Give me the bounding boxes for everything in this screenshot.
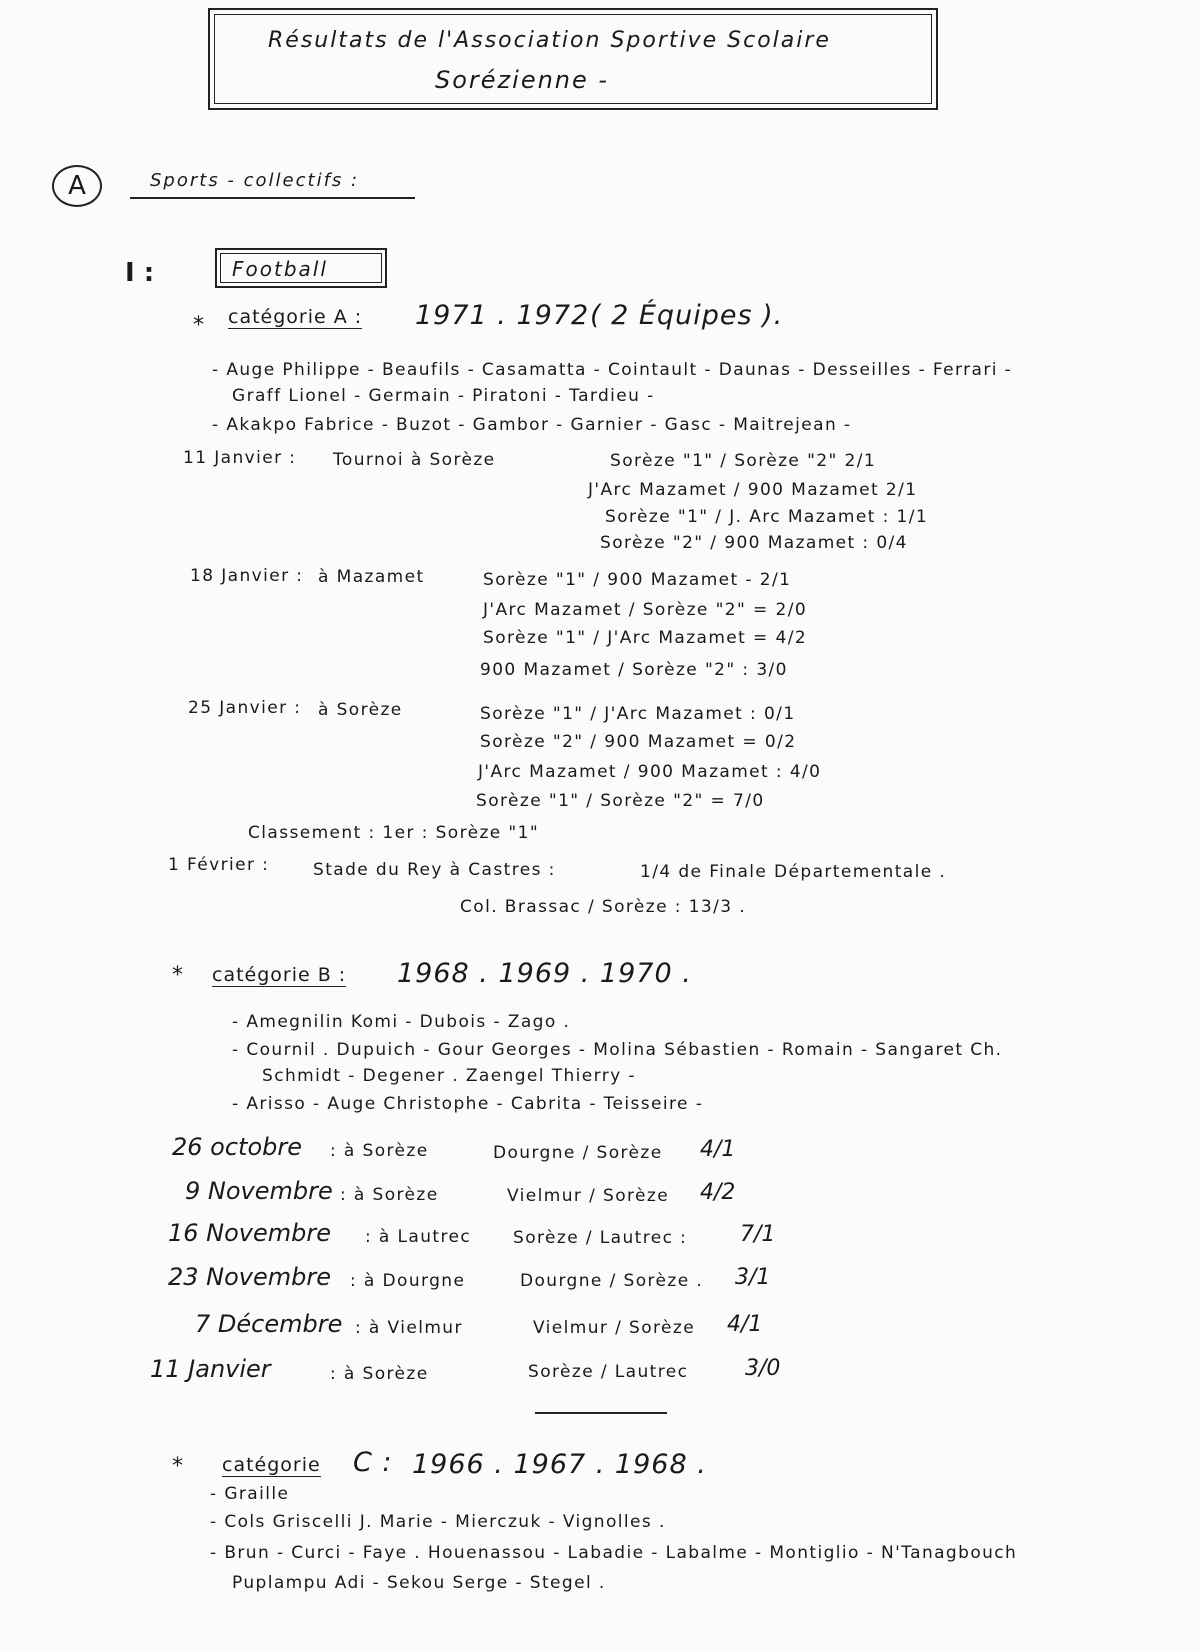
match-result: Sorèze / Lautrec (528, 1362, 689, 1382)
separator-line (535, 1412, 667, 1414)
document-subtitle: Sorézienne - (435, 66, 610, 94)
match-place: : à Sorèze (330, 1141, 429, 1161)
match-place: : à Sorèze (340, 1185, 439, 1205)
match-result: J'Arc Mazamet / Sorèze "2" = 2/0 (483, 600, 808, 620)
match-place: : à Dourgne (350, 1271, 466, 1291)
match-place: : à Vielmur (355, 1318, 463, 1338)
match-result: Vielmur / Sorèze (533, 1318, 696, 1338)
match-date: 26 octobre (172, 1133, 303, 1161)
match-date: 23 Novembre (168, 1263, 332, 1291)
final-round: 1/4 de Finale Départementale . (640, 862, 947, 882)
match-score: 3/1 (735, 1265, 771, 1290)
category-a-bullet: * (193, 313, 204, 338)
document-title: Résultats de l'Association Sportive Scolaire (268, 28, 831, 53)
category-a-players-line: - Auge Philippe - Beaufils - Casamatta - Cointault - Daunas - Desseilles - Ferrari - (212, 360, 1013, 380)
match-date: 7 Décembre (195, 1310, 343, 1338)
category-a-label: catégorie A : (228, 306, 363, 328)
category-c-players-line: - Brun - Curci - Faye . Houenassou - Labadie - Labalme - Montiglio - N'Tanagbouch (210, 1543, 1018, 1563)
section-title: Sports - collectifs : (150, 170, 360, 191)
matchday-place: à Mazamet (318, 567, 425, 587)
final-place: Stade du Rey à Castres : (313, 860, 556, 880)
match-score: 4/1 (727, 1312, 763, 1337)
match-result: J'Arc Mazamet / 900 Mazamet : 4/0 (478, 762, 822, 782)
category-a-teams: ( 2 Équipes ). (590, 300, 784, 331)
matchday-date: 11 Janvier : (183, 448, 297, 468)
matchday-date: 25 Janvier : (188, 698, 302, 718)
matchday-date: 18 Janvier : (190, 566, 304, 586)
match-result: Sorèze "1" / 900 Mazamet - 2/1 (483, 570, 792, 590)
match-date: 16 Novembre (168, 1219, 332, 1247)
match-score: 3/0 (745, 1356, 781, 1381)
category-a-players-line: Graff Lionel - Germain - Piratoni - Tardieu - (232, 386, 655, 406)
category-b-label: catégorie B : (212, 964, 347, 986)
category-c-players-line: Puplampu Adi - Sekou Serge - Stegel . (232, 1573, 606, 1593)
category-c-bullet: * (172, 1454, 183, 1479)
match-date: 9 Novembre (185, 1177, 333, 1205)
ranking: Classement : 1er : Sorèze "1" (248, 823, 540, 843)
final-date: 1 Février : (168, 855, 270, 875)
category-c-players-line: - Cols Griscelli J. Marie - Mierczuk - Vignolles . (210, 1512, 666, 1532)
match-date: 11 Janvier (150, 1355, 271, 1383)
match-score: 4/1 (700, 1137, 736, 1162)
category-b-players-line: - Amegnilin Komi - Dubois - Zago . (232, 1012, 571, 1032)
match-result: Sorèze "1" / J. Arc Mazamet : 1/1 (605, 507, 929, 527)
match-result: Dourgne / Sorèze (493, 1143, 663, 1163)
matchday-place: Tournoi à Sorèze (333, 450, 496, 470)
category-b-players-line: Schmidt - Degener . Zaengel Thierry - (262, 1066, 636, 1086)
category-c-years: 1966 . 1967 . 1968 . (412, 1449, 707, 1480)
match-result: 900 Mazamet / Sorèze "2" : 3/0 (480, 660, 788, 680)
sport-name: Football (232, 257, 328, 281)
match-place: : à Sorèze (330, 1364, 429, 1384)
match-score: 4/2 (700, 1180, 736, 1205)
category-b-years: 1968 . 1969 . 1970 . (397, 958, 692, 989)
sport-number: I : (125, 258, 155, 288)
category-b-bullet: * (172, 963, 183, 988)
match-result: Sorèze / Lautrec : (513, 1228, 688, 1248)
title-frame (208, 8, 938, 110)
category-a-players-line: - Akakpo Fabrice - Buzot - Gambor - Garnier - Gasc - Maitrejean - (212, 415, 852, 435)
match-result: Dourgne / Sorèze . (520, 1271, 704, 1291)
section-marker: A (52, 165, 102, 207)
match-result: Sorèze "1" / J'Arc Mazamet = 4/2 (483, 628, 808, 648)
match-result: Sorèze "1" / J'Arc Mazamet : 0/1 (480, 704, 796, 724)
match-result: Sorèze "2" / 900 Mazamet = 0/2 (480, 732, 797, 752)
category-b-players-line: - Cournil . Dupuich - Gour Georges - Molina Sébastien - Romain - Sangaret Ch. (232, 1040, 1003, 1060)
match-score: 7/1 (740, 1222, 776, 1247)
category-c-label: catégorie (222, 1454, 321, 1476)
section-underline (130, 197, 415, 199)
category-a-years: 1971 . 1972 (415, 300, 590, 331)
match-result: Sorèze "1" / Sorèze "2" 2/1 (610, 451, 877, 471)
match-result: Sorèze "1" / Sorèze "2" = 7/0 (476, 791, 765, 811)
match-place: : à Lautrec (365, 1227, 472, 1247)
matchday-place: à Sorèze (318, 700, 403, 720)
match-result: Sorèze "2" / 900 Mazamet : 0/4 (600, 533, 908, 553)
final-result: Col. Brassac / Sorèze : 13/3 . (460, 897, 747, 917)
category-c-letter: C : (353, 1447, 393, 1478)
match-result: J'Arc Mazamet / 900 Mazamet 2/1 (588, 480, 918, 500)
match-result: Vielmur / Sorèze (507, 1186, 670, 1206)
category-b-players-line: - Arisso - Auge Christophe - Cabrita - Teisseire - (232, 1094, 704, 1114)
category-c-players-line: - Graille (210, 1484, 290, 1504)
